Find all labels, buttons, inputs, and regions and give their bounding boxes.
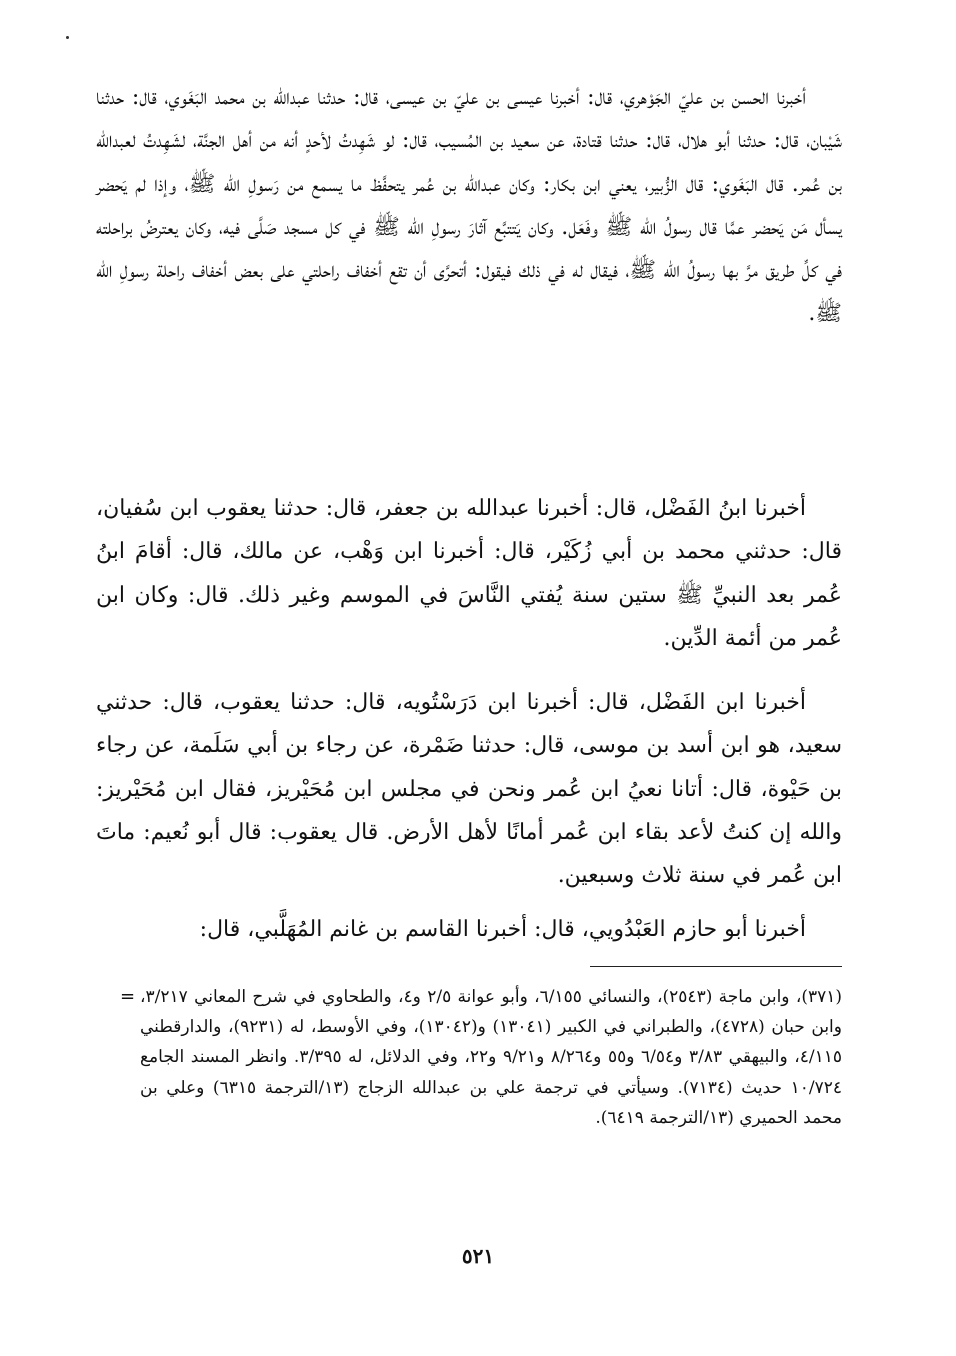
paragraph-4: أخبرنا أبو حازم العَبْدُويي، قال: أخبرنا القاسم بن غانم المُهَلَّبي، قال: [199,917,806,942]
speck-mark [66,36,69,39]
footnote-text: (٣٧١)، وابن ماجة (٢٥٤٣)، والنسائي ٦/١٥٥، وأبو عوانة ٢/٥ و٤، والطحاوي في شرح المعاني ٣/٢١٧، وابن حبان (٤٧٢٨)، والطبراني في الكبير (١٣٠٤١) و(١٣٠٤٢)، وفي الأوسط، له (٩٢٣١)، والدارقطني ٤/١١٥، والبيهقي ٣/٨٣ و٦/٥٤ و٥٥ و٨/٢٦٤ و٩/٢١ و٢٢، وفي الدلائل، له ٣/٣٩٥. وانظر المسند الجامع ١٠/٧٢٤ حديث (٧١٣٤). وسيأتي في ترجمة علي بن عبدالله الزجاج (١٣/الترجمة ٦٣١٥) وعلي بن محمد الحميري (١٣/الترجمة ٦٤١٩). [140,987,843,1128]
footnote-continuation-marker: = [120,986,136,1007]
page-number: ٥٢١ [461,1244,495,1268]
paragraph-1: أخبرنا الحسن بن عليّ الجَوْهري، قال: أخبرنا عيسى بن عليّ بن عيسى، قال: حدثنا عبدالله بن محمد البَغَوي، قال: حدثنا شَيْبان، قال: حدثنا أبو هلال، قال: حدثنا قتادة، عن سعيد بن المُسيب، قال: لو شَهِدتُ لأحدٍ أنه من أهل الجنَّة، لشَهِدتُ لعبدالله بن عُمر. قال البَغَوي: قال الزُّبير، يعني ابن بكار: وكان عبدالله بن عُمر يتحفَّظ ما يسمع من رَسولِ الله ﷺ، وإذا لم يَحضر يسأل مَن يَحضر عمَّا قال رسولُ الله ﷺ وفَعَل. وكان يَتتبَّع آثارَ رسولِ الله ﷺ في كل مسجد صَلَّى فيه، وكان يعترضُ براحلته في كلِّ طريق مرَّ بها رسولُ الله ﷺ، فيقال له في ذلك فيقول: أتحرَّى أن تقع أخفاف راحلتي على بعض أخفاف راحلة رسولِ الله ﷺ. [96,85,842,327]
footnote-separator [590,966,842,967]
paragraph-2: أخبرنا ابنُ الفَضْل، قال: أخبرنا عبدالله بن جعفر، قال: حدثنا يعقوب ابن سُفيان، قال: حدثني محمد بن أبي زُكَيْر، قال: أخبرنا ابن وَهْب، عن مالك، قال: أقامَ ابنُ عُمر بعد النبيِّ ﷺ ستين سنة يُفتي النَّاسَ في الموسم وغير ذلك. قال: وكان ابن عُمر من أئمة الدِّين. [96,496,842,651]
paragraph-3: أخبرنا ابن الفَضْل، قال: أخبرنا ابن دَرَسْتُويه، قال: حدثنا يعقوب، قال: حدثني سعيد، هو ابن أسد بن موسى، قال: حدثنا ضَمْرة، عن رجاء بن أبي سَلَمة، عن رجاء بن حَيْوة، قال: أتانا نعيُ ابن عُمر ونحن في مجلس ابن مُحَيْريز، فقال ابن مُحَيْريز: والله إن كنتُ لأعد بقاء ابن عُمر أمانًا لأهل الأرض. قال يعقوب: قال أبو نُعيم: ماتَ ابن عُمر في سنة ثلاث وسبعين. [96,690,842,889]
